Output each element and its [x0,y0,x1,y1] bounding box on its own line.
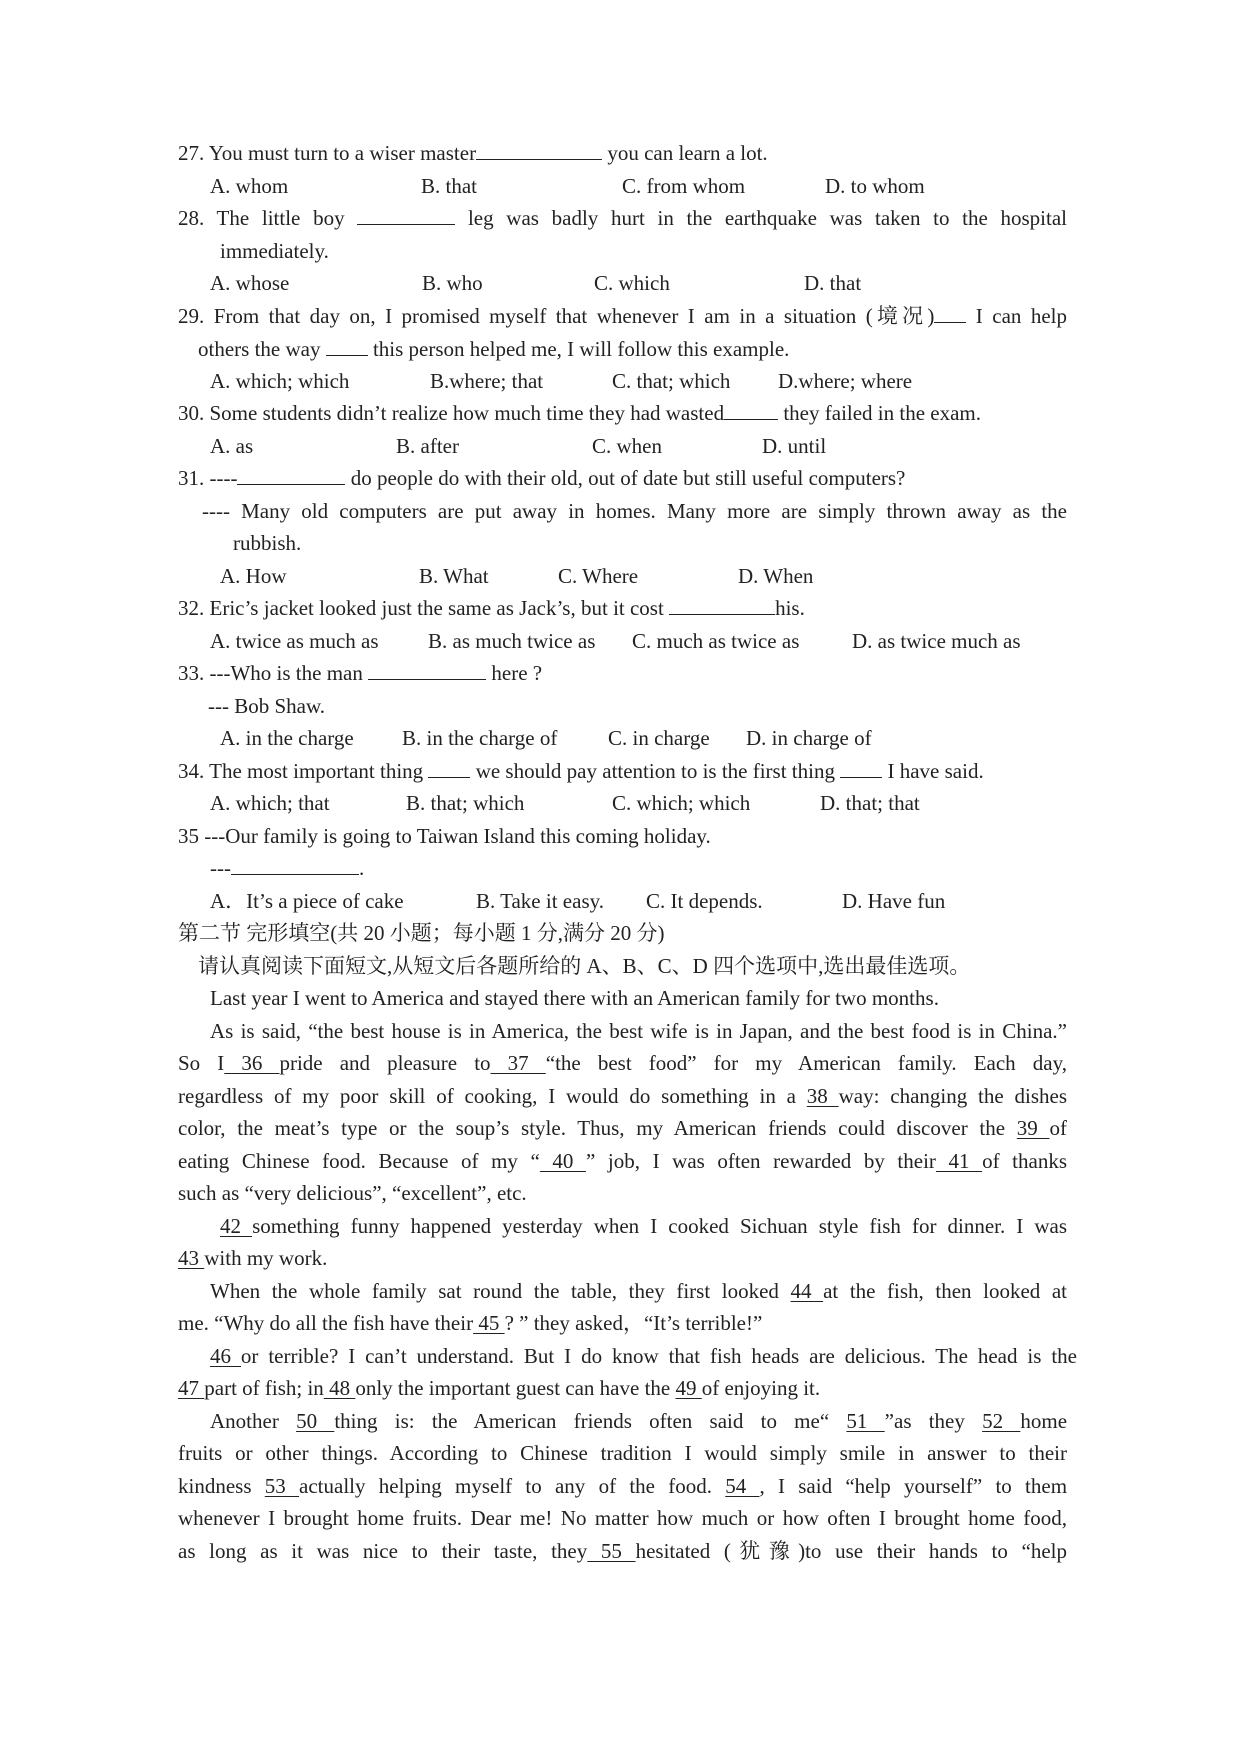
passage-line: So I 36 pride and pleasure to 37 “the best food” for my American family. Each day, [178,1051,1067,1075]
cloze-blank-43: 43 [178,1246,205,1270]
cloze-blank-49: 49 [675,1376,702,1400]
passage-line: regardless of my poor skill of cooking, I would do something in a 38 way: changing the dishes [178,1084,1068,1108]
question-27: 27. You must turn to a wiser master you can learn a lot. [178,141,768,165]
answer-blank [326,335,368,356]
option-d: D. When [738,564,814,588]
passage-line: 47 part of fish; in 48 only the important guest can have the 49 of enjoying it. [178,1376,821,1400]
option-b: B.where; that [430,369,544,393]
question-33-reply: --- Bob Shaw. [208,694,326,718]
passage-paragraph-1: Last year I went to America and stayed there with an American family for two months. [210,986,939,1010]
passage-line: color, the meat’s type or the soup’s style. Thus, my American friends could discover the 39 of [178,1116,1068,1140]
question-35: 35 ---Our family is going to Taiwan Island this coming holiday. [178,824,711,848]
cloze-blank-52: 52 [982,1409,1021,1433]
option-a: A．It’s a piece of cake [210,889,404,913]
option-d: D. that [804,271,862,295]
cloze-blank-51: 51 [846,1409,885,1433]
answer-blank [934,302,966,323]
cloze-blank-37: 37 [490,1051,546,1075]
passage-paragraph-6: Another 50 thing is: the American friends often said to me“ 51 ”as they 52 home [210,1409,1068,1433]
option-d: D.where; where [778,369,913,393]
question-33: 33. ---Who is the man here ? [178,661,543,685]
passage-line: 43 with my work. [178,1246,328,1270]
cloze-blank-53: 53 [264,1474,300,1498]
passage-line: me. “Why do all the fish have their 45 ? ” they asked，“It’s terrible!” [178,1311,763,1335]
cloze-blank-48: 48 [323,1376,356,1400]
answer-blank [428,757,470,778]
answer-blank [476,139,602,160]
passage-line: eating Chinese food. Because of my “ 40 ” job, I was often rewarded by their 41 of thanks [178,1149,1067,1173]
cloze-blank-45: 45 [473,1311,505,1335]
answer-blank [231,854,359,875]
cloze-blank-40: 40 [539,1149,587,1173]
option-b: B. after [396,434,459,458]
option-c: C. Where [558,564,639,588]
option-b: B. What [419,564,489,588]
answer-blank [669,594,775,615]
passage-line: as long as it was nice to their taste, they 55 hesitated (犹豫)to use their hands to “help [178,1539,1068,1563]
answer-blank [368,659,486,680]
question-28-continued: immediately. [220,239,329,263]
cloze-blank-44: 44 [790,1279,824,1303]
answer-blank [357,204,455,225]
option-a: A. twice as much as [210,629,379,653]
option-a: A. which; that [210,791,330,815]
option-a: A. How [220,564,287,588]
option-d: D. in charge of [746,726,872,750]
cloze-blank-47: 47 [178,1376,205,1400]
option-a: A. in the charge [220,726,354,750]
option-c: C. which [594,271,670,295]
section-instruction: 请认真阅读下面短文,从短文后各题所给的 A、B、C、D 四个选项中,选出最佳选项。 [198,954,971,978]
option-c: C. It depends. [646,889,763,913]
option-a: A. whose [210,271,290,295]
question-31-reply-continued: rubbish. [233,531,302,555]
option-b: B. in the charge of [402,726,558,750]
option-d: D. as twice much as [852,629,1021,653]
option-c: C. which; which [612,791,751,815]
option-b: B. that; which [406,791,525,815]
option-b: B. that [421,174,477,198]
option-a: A. which; which [210,369,350,393]
passage-line: such as “very delicious”, “excellent”, etc. [178,1181,527,1205]
question-34: 34. The most important thing we should pay attention to is the first thing I have said. [178,759,984,783]
passage-line: whenever I brought home fruits. Dear me! No matter how much or how often I brought home food, [178,1506,1067,1530]
question-35-reply: --- . [210,856,365,880]
cloze-blank-46: 46 [210,1344,241,1368]
option-a: A. as [210,434,254,458]
section-title: 第二节 完形填空(共 20 小题；每小题 1 分,满分 20 分) [178,921,665,945]
question-31: 31. ---- do people do with their old, out of date but still useful computers? [178,466,906,490]
option-b: B. Take it easy. [476,889,604,913]
question-29: 29. From that day on, I promised myself that whenever I am in a situation (境况) I can help [178,304,1068,328]
passage-line: kindness 53 actually helping myself to any of the food. 54 , I said “help yourself” to them [178,1474,1068,1498]
question-28: 28. The little boy leg was badly hurt in the earthquake was taken to the hospital [178,206,1068,230]
option-b: B. who [422,271,483,295]
option-d: D. that; that [820,791,920,815]
q27-stem: 27. You must turn to a wiser master [178,141,477,165]
question-30: 30. Some students didn’t realize how much time they had wasted they failed in the exam. [178,401,982,425]
cloze-blank-55: 55 [587,1539,636,1563]
answer-blank [724,399,778,420]
passage-paragraph-5: 46 or terrible? I can’t understand. But I do know that fish heads are delicious. The head is the [210,1344,1078,1368]
cloze-blank-41: 41 [935,1149,983,1173]
passage-line: fruits or other things. According to Chinese tradition I would simply smile in answer to their [178,1441,1067,1465]
option-d: D. to whom [825,174,925,198]
option-c: C. that; which [612,369,731,393]
cloze-blank-50: 50 [296,1409,335,1433]
question-32: 32. Eric’s jacket looked just the same as Jack’s, but it cost his. [178,596,805,620]
option-c: C. in charge [608,726,710,750]
passage-paragraph-3: 42 something funny happened yesterday when I cooked Sichuan style fish for dinner. I was [220,1214,1068,1238]
cloze-blank-38: 38 [806,1084,839,1108]
cloze-blank-36: 36 [224,1051,280,1075]
cloze-blank-42: 42 [220,1214,253,1238]
cloze-blank-54: 54 [725,1474,760,1498]
cloze-blank-39: 39 [1016,1116,1050,1140]
option-a: A. whom [210,174,289,198]
question-31-reply: ---- Many old computers are put away in homes. Many more are simply thrown away as the [202,499,1067,523]
option-b: B. as much twice as [428,629,596,653]
question-29-continued: others the way this person helped me, I will follow this example. [198,337,790,361]
answer-blank [840,757,882,778]
option-c: C. much as twice as [632,629,800,653]
option-c: C. when [592,434,662,458]
option-d: D. Have fun [842,889,946,913]
answer-blank [237,464,345,485]
passage-paragraph-4: When the whole family sat round the table, they first looked 44 at the fish, then looked at [210,1279,1068,1303]
option-c: C. from whom [622,174,746,198]
passage-paragraph-2: As is said, “the best house is in America, the best wife is in Japan, and the best food is in China.” [210,1019,1067,1043]
option-d: D. until [762,434,827,458]
